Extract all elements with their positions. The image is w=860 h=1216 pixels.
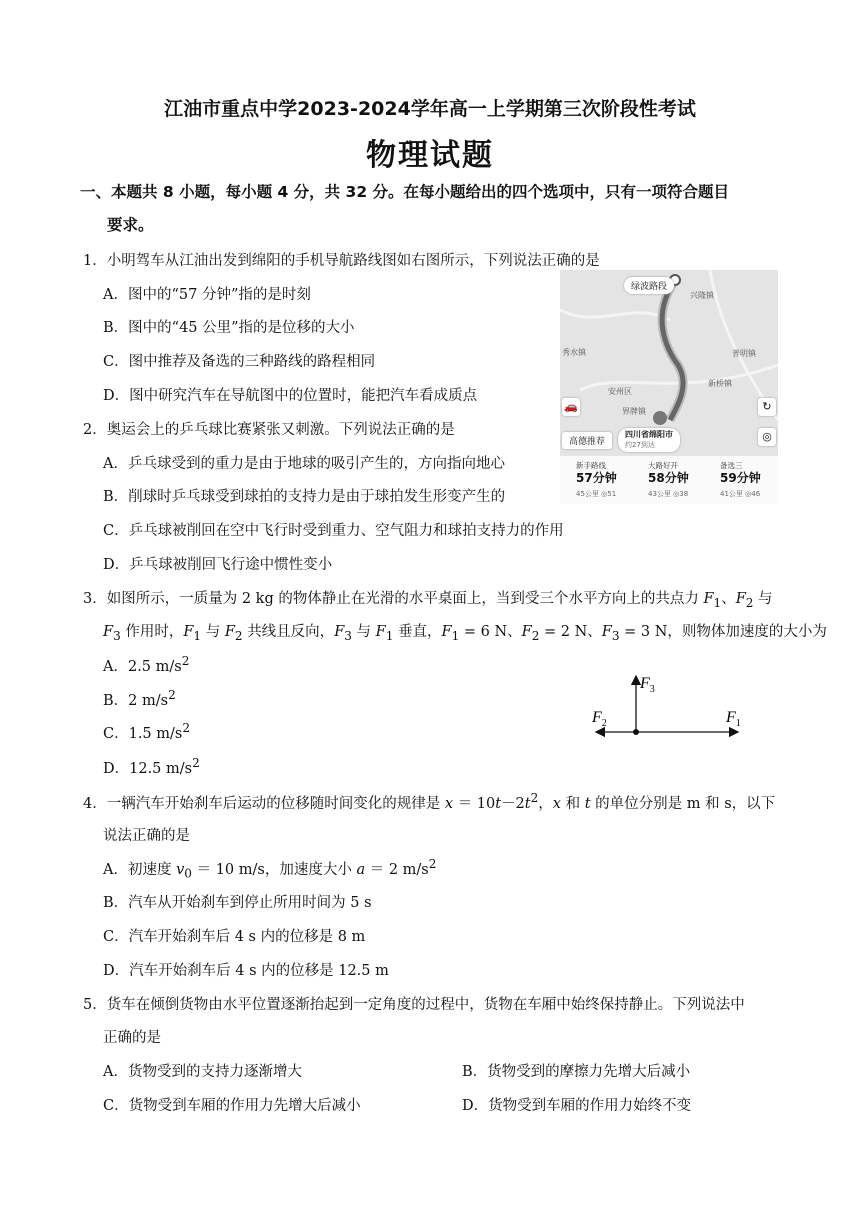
- question-4-stem-line2: 说法正确的是: [103, 828, 190, 844]
- question-4-stem-line1: 4．一辆汽车开始刹车后运动的位移随时间变化的规律是 $x = 10t-2t^2$，x 和 t 的单位分别是 m 和 s，以下: [83, 791, 776, 812]
- question-5-stem-line2: 正确的是: [103, 1030, 161, 1046]
- map-green-wave-pill: 绿波路段: [624, 277, 674, 294]
- question-5-option-d: D．货物受到车厢的作用力始终不变: [462, 1098, 692, 1114]
- route-time: 59分钟: [720, 471, 761, 485]
- question-2-option-b: B．削球时乒乓球受到球拍的支持力是由于球拍发生形变产生的: [103, 489, 506, 505]
- route-name: 备选三: [720, 461, 743, 470]
- question-1-option-d: D．图中研究汽车在导航图中的位置时，能把汽车看成质点: [103, 388, 478, 404]
- route-option-1[interactable]: [560, 456, 632, 504]
- question-1-option-a: A．图中的“57 分钟”指的是时刻: [103, 287, 311, 303]
- map-place-xiushui: 秀水镇: [562, 348, 586, 357]
- question-5-stem-line1: 5．货车在倾倒货物由水平位置逐渐抬起到一定角度的过程中，货物在车厢中始终保持静止。下列说法中: [83, 997, 745, 1013]
- question-4-option-c: C．汽车开始刹车后 4 s 内的位移是 8 m: [103, 929, 366, 945]
- q3-stem-b: 作用时，: [125, 624, 184, 640]
- object-point: [633, 729, 639, 735]
- question-4-option-b: B．汽车从开始刹车到停止所用时间为 5 s: [103, 895, 372, 911]
- route-recommend-pill[interactable]: 高德推荐: [562, 432, 612, 449]
- route-option-3[interactable]: [704, 456, 776, 504]
- destination-eta: 约27到达: [625, 441, 655, 449]
- f2-label: $F_2$: [592, 709, 607, 729]
- question-4-option-a: A．初速度 $v_0 = 10$ m/s，加速度大小 a ＝ 2 $m/s^2$: [103, 857, 437, 881]
- question-3-option-a: A．2.5 $m/s^2$: [103, 654, 190, 675]
- map-place-xinglong: 兴隆镇: [690, 291, 714, 300]
- question-2-stem: 2．奥运会上的乒乓球比赛紧张又刺激。下列说法正确的是: [83, 422, 455, 438]
- route-info: 43公里 ◎38: [648, 490, 689, 498]
- navigation-map-figure: [560, 270, 778, 504]
- f3-label: $F_3$: [640, 675, 655, 695]
- refresh-icon[interactable]: ↻: [758, 398, 776, 416]
- question-5-option-a: A．货物受到的支持力逐渐增大: [103, 1064, 302, 1080]
- subject-title: 物理试题: [366, 138, 494, 173]
- route-time: 57分钟: [576, 471, 617, 485]
- question-2-option-c: C．乒乓球被削回在空中飞行时受到重力、空气阻力和球拍支持力的作用: [103, 523, 564, 539]
- route-name: 新手路线: [576, 461, 606, 470]
- question-4-option-d: D．汽车开始刹车后 4 s 内的位移是 12.5 m: [103, 963, 389, 979]
- f1-label: $F_1$: [726, 709, 741, 729]
- map-place-anzhou: 安州区: [608, 387, 632, 396]
- map-place-jiepai: 界牌镇: [622, 407, 646, 416]
- question-2-option-a: A．乒乓球受到的重力是由于地球的吸引产生的，方向指向地心: [103, 456, 505, 472]
- q3-stem-c: 共线且反向，: [247, 624, 335, 640]
- q4-stem-b: 的单位分别是 m 和 s，以下: [595, 795, 776, 812]
- route-info: 41公里 ◎46: [720, 490, 761, 498]
- question-3-option-b: B．2 $m/s^2$: [103, 688, 176, 709]
- section-heading-line1: 一、本题共 8 小题，每小题 4 分，共 32 分。在每小题给出的四个选项中，只有一项符合题目: [80, 183, 730, 201]
- question-1-option-b: B．图中的“45 公里”指的是位移的大小: [103, 320, 355, 336]
- section-heading-line2: 要求。: [107, 216, 154, 234]
- q3-stem-d: 垂直，: [398, 624, 442, 640]
- car-icon[interactable]: 🚗: [562, 398, 580, 416]
- question-3-option-d: D．12.5 $m/s^2$: [103, 756, 200, 777]
- question-3-stem-line1: 3．如图所示，一质量为 2 kg 的物体静止在光滑的水平桌面上，当到受三个水平方向上的共点力 $F_1$、$F_2$ 与: [83, 591, 773, 610]
- destination-name: 四川省绵阳市: [625, 430, 673, 439]
- map-place-xinqiao: 新桥镇: [708, 379, 732, 388]
- question-3-stem-line2: $F_3$ 作用时，$F_1$ 与 $F_2$ 共线且反向，$F_3$ 与 $F_1$ 垂直，$F_1 = 6$ N、$F_2 = 2$ N、$F_3 = 3$ N，则物体加速度的大小为: [103, 624, 827, 643]
- question-1-option-c: C．图中推荐及备选的三种路线的路程相同: [103, 354, 376, 370]
- question-3-option-c: C．1.5 $m/s^2$: [103, 721, 191, 742]
- question-2-option-d: D．乒乓球被削回飞行途中惯性变小: [103, 557, 333, 573]
- q3-stem-a: 3．如图所示，一质量为 2 kg 的物体静止在光滑的水平桌面上，当到受三个水平方向上的共点力: [83, 591, 699, 607]
- route-time: 58分钟: [648, 471, 689, 485]
- exam-title: 江油市重点中学2023-2024学年高一上学期第三次阶段性考试: [164, 98, 696, 120]
- map-place-puming: 普明镇: [732, 349, 756, 358]
- destination-marker-icon: [653, 411, 667, 425]
- q3-stem-e: 则物体加速度的大小为: [681, 624, 827, 640]
- route-options-panel: [560, 456, 778, 504]
- q4-stem-a: 4．一辆汽车开始刹车后运动的位移随时间变化的规律是: [83, 795, 441, 812]
- force-diagram: [590, 670, 750, 750]
- route-option-2[interactable]: [632, 456, 704, 504]
- route-info: 45公里 ◎51: [576, 490, 617, 498]
- question-5-option-c: C．货物受到车厢的作用力先增大后减小: [103, 1098, 361, 1114]
- route-name: 大路好开: [648, 461, 678, 470]
- map-destination-pill: [618, 428, 680, 452]
- locate-icon[interactable]: ◎: [758, 428, 776, 446]
- question-5-option-b: B．货物受到的摩擦力先增大后减小: [462, 1064, 691, 1080]
- question-1-stem: 1．小明驾车从江油出发到绵阳的手机导航路线图如右图所示，下列说法正确的是: [83, 253, 600, 269]
